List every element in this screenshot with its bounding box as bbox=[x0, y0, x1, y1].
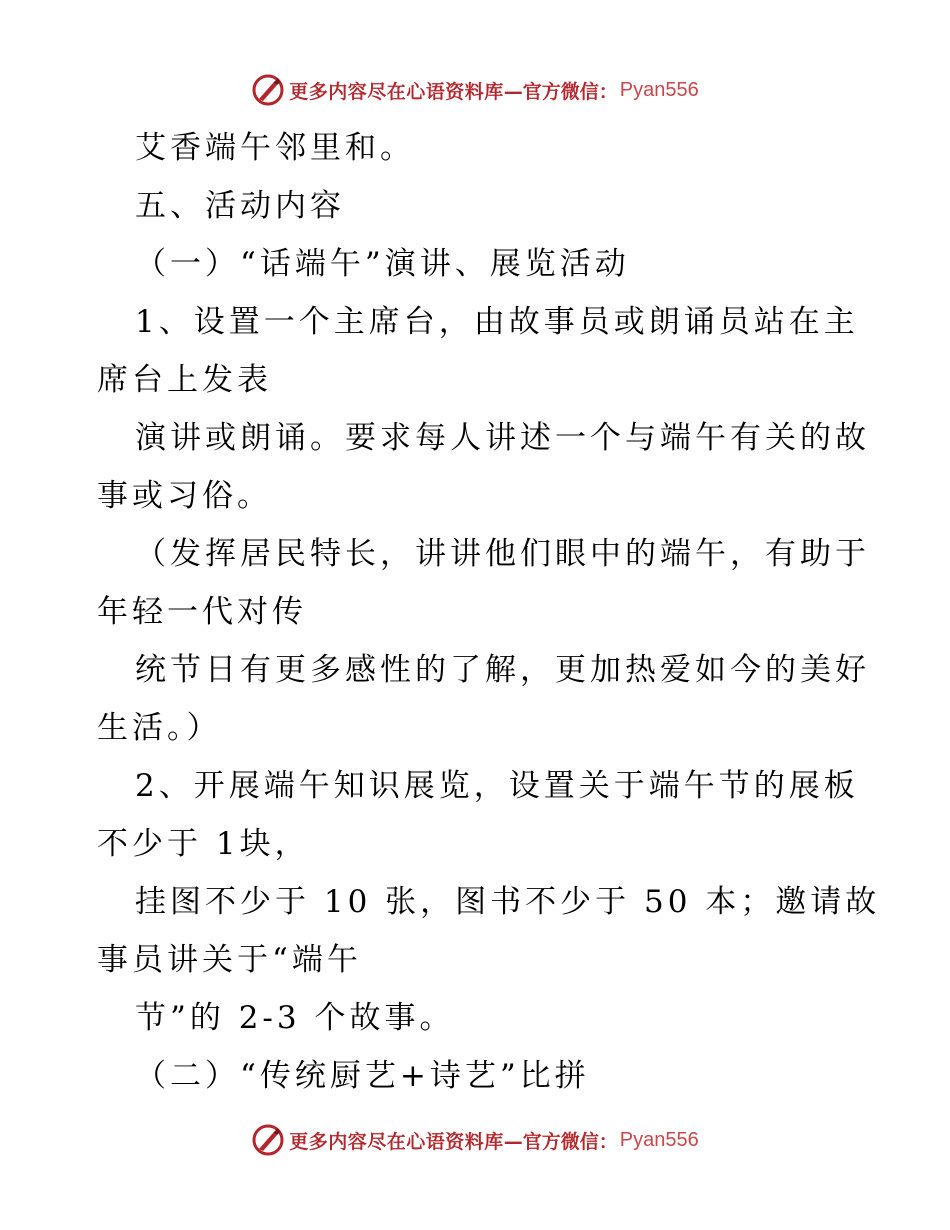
watermark-wechat-id: Pyan556 bbox=[619, 1128, 699, 1151]
text-line: 不少于 1块， bbox=[97, 826, 310, 862]
text-line: 事或习俗。 bbox=[97, 478, 272, 514]
section-heading: 五、活动内容 bbox=[135, 188, 345, 224]
subsection-heading: （二）“传统厨艺+诗艺”比拼 bbox=[135, 1058, 590, 1094]
text-line: 统节日有更多感性的了解，更加热爱如今的美好 bbox=[135, 652, 870, 688]
text-line: （发挥居民特长，讲讲他们眼中的端午，有助于 bbox=[135, 536, 870, 572]
text-line: 年轻一代对传 bbox=[97, 594, 307, 630]
text-line: 演讲或朗诵。要求每人讲述一个与端午有关的故 bbox=[135, 420, 870, 456]
subsection-heading: （一）“话端午”演讲、展览活动 bbox=[135, 246, 630, 282]
pen-logo-icon bbox=[251, 1123, 285, 1157]
text-line: 节”的 2-3 个故事。 bbox=[135, 1000, 455, 1036]
text-line: 生活。） bbox=[97, 710, 222, 746]
text-line: 席台上发表 bbox=[97, 362, 272, 398]
watermark-text: 更多内容尽在心语资料库 bbox=[289, 1130, 504, 1153]
footer-watermark bbox=[0, 1120, 950, 1160]
watermark-wechat-id: Pyan556 bbox=[619, 78, 699, 101]
watermark-separator: —官方微信： bbox=[503, 80, 618, 103]
watermark-separator: —官方微信： bbox=[503, 1130, 618, 1153]
text-line: 挂图不少于 10 张，图书不少于 50 本；邀请故 bbox=[135, 884, 881, 920]
text-line: 2、开展端午知识展览，设置关于端午节的展板 bbox=[135, 768, 859, 804]
watermark-text: 更多内容尽在心语资料库 bbox=[289, 80, 504, 103]
text-line: 艾香端午邻里和。 bbox=[135, 130, 415, 166]
text-line: 事员讲关于“端午 bbox=[97, 942, 362, 978]
text-line: 1、设置一个主席台，由故事员或朗诵员站在主 bbox=[135, 304, 859, 340]
